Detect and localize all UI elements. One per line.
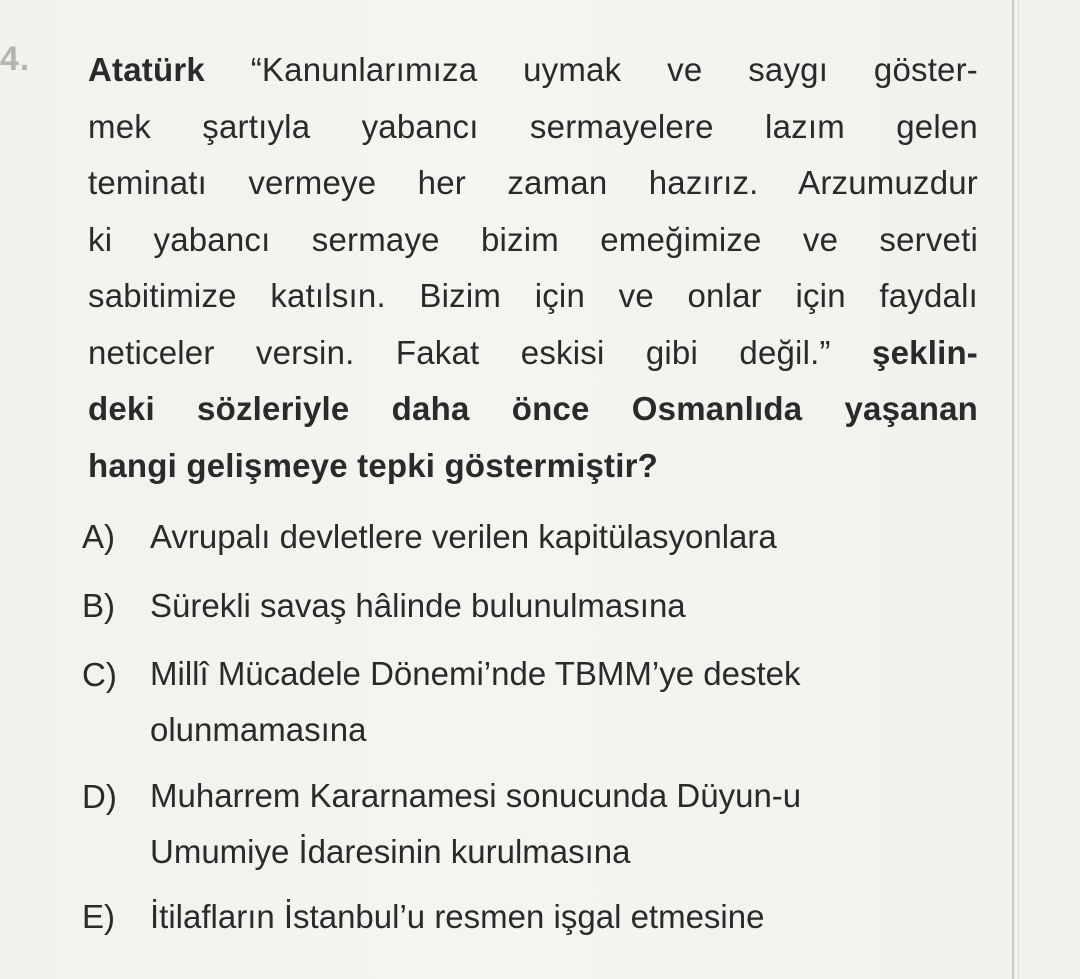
stem-segment: Atatürk xyxy=(88,51,205,88)
stem-line xyxy=(88,268,978,325)
option-text: İtilafların İstanbul’u resmen işgal etmesine xyxy=(150,898,765,935)
option-a[interactable] xyxy=(82,508,982,566)
option-e[interactable] xyxy=(82,888,982,946)
stem-line xyxy=(88,212,978,269)
option-letter: D) xyxy=(82,778,117,815)
stem-segment: neticeler versin. Fakat eskisi gibi değil.” xyxy=(88,333,873,371)
option-text: Muharrem Kararnamesi sonucunda Düyun-u xyxy=(150,777,802,814)
option-letter: B) xyxy=(82,587,115,624)
page-edge-rule-secondary xyxy=(1018,0,1019,979)
stem-segment: ki yabancı sermaye bizim emeğimize ve serveti xyxy=(88,220,978,258)
question-stem xyxy=(88,42,978,494)
page-edge-rule xyxy=(1012,0,1014,979)
option-text: Avrupalı devletlere verilen kapitülasyonlara xyxy=(150,518,777,555)
stem-segment: deki sözleriyle daha önce Osmanlıda yaşanan xyxy=(88,390,978,427)
stem-line xyxy=(88,438,978,495)
stem-segment: hangi gelişmeye tepki göstermiştir? xyxy=(88,446,658,484)
option-text: Umumiye İdaresinin kurulmasına xyxy=(150,833,631,870)
option-letter: C) xyxy=(82,656,117,693)
stem-segment: “Kanunlarımıza uymak ve saygı göster- xyxy=(204,51,978,88)
option-b[interactable] xyxy=(82,577,982,635)
stem-line xyxy=(88,381,978,438)
option-text: Sürekli savaş hâlinde bulunulmasına xyxy=(150,587,686,624)
stem-segment: sabitimize katılsın. Bizim için ve onlar için faydalı xyxy=(88,277,978,314)
question-number: 4. xyxy=(0,40,31,78)
stem-segment: teminatı vermeye her zaman hazırız. Arzumuzdur xyxy=(88,164,978,201)
stem-segment: mek şartıyla yabancı sermayelere lazım gelen xyxy=(88,107,978,145)
option-letter: A) xyxy=(82,518,115,555)
option-d[interactable] xyxy=(82,768,982,880)
option-letter: E) xyxy=(82,898,115,935)
answer-options xyxy=(82,508,982,946)
option-text: Millî Mücadele Dönemi’nde TBMM’ye destek xyxy=(150,655,801,692)
stem-line xyxy=(88,325,978,382)
option-text: olunmamasına xyxy=(150,711,367,748)
stem-segment: şeklin- xyxy=(872,333,978,371)
stem-line xyxy=(88,155,978,212)
stem-line xyxy=(88,42,978,99)
stem-line xyxy=(88,99,978,156)
option-c[interactable] xyxy=(82,646,982,758)
